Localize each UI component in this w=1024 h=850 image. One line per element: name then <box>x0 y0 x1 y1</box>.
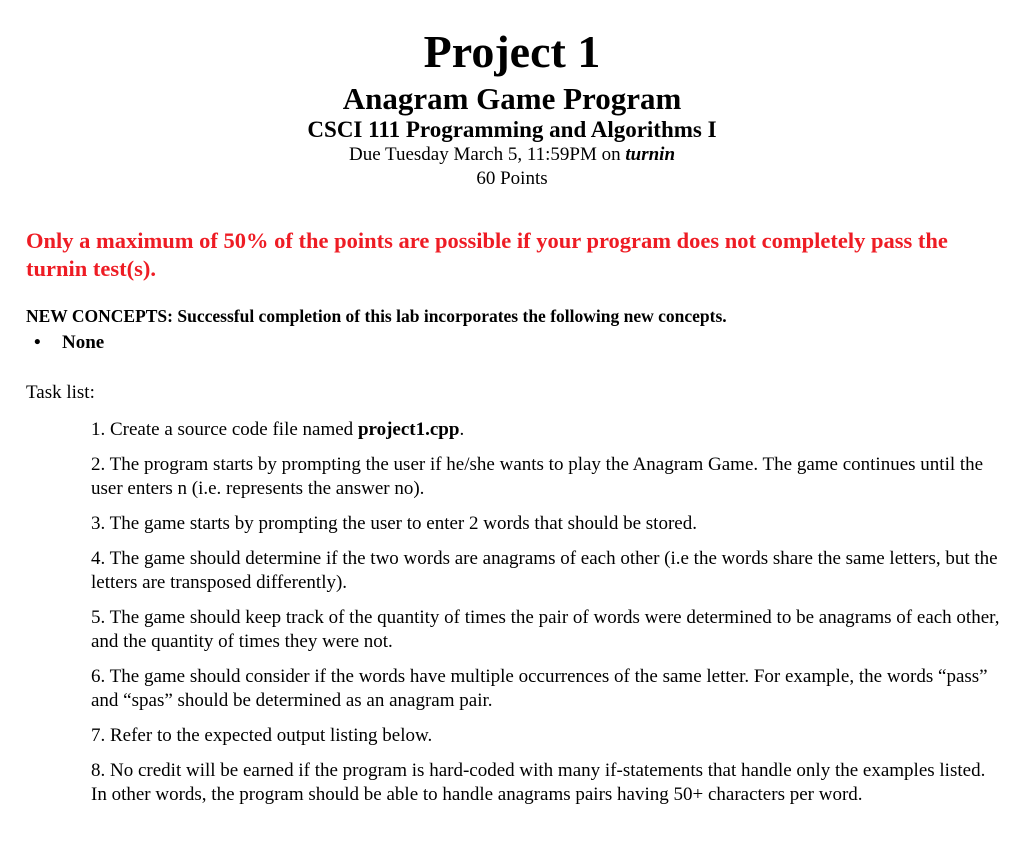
task-text: 4. The game should determine if the two words are anagrams of each other (i.e the words share the same letters, but the letters are transposed differently). <box>91 548 998 593</box>
list-item <box>91 512 1002 536</box>
concept-list <box>0 331 1024 355</box>
course-name: CSCI 111 Programming and Algorithms I <box>307 117 717 142</box>
task-text: 5. The game should keep track of the quantity of times the pair of words were determined to be anagrams of each other, and the quantity of times they were not. <box>91 607 1000 652</box>
list-item <box>91 418 1002 442</box>
due-date <box>0 143 1024 167</box>
task-list-label: Task list: <box>26 382 95 403</box>
project-subtitle: Anagram Game Program <box>342 81 682 116</box>
task-filename: project1.cpp <box>357 419 460 440</box>
list-item <box>91 724 1002 748</box>
list-item <box>91 759 1002 807</box>
bullet-icon: • <box>34 332 41 353</box>
list-item <box>91 453 1002 501</box>
task-text: 7. Refer to the expected output listing below. <box>91 725 433 746</box>
list-item <box>91 547 1002 595</box>
project-title: Project 1 <box>423 26 601 77</box>
document-header <box>0 26 1024 191</box>
task-text: 3. The game starts by prompting the user to enter 2 words that should be stored. <box>91 513 697 534</box>
task-text: 8. No credit will be earned if the program is hard-coded with many if-statements that handle only the examples listed. In other words, the program should be able to handle anagrams pairs having 50+ characters per word. <box>91 760 986 805</box>
points-value: 60 Points <box>476 168 548 189</box>
task-list <box>0 418 1024 807</box>
grading-warning: Only a maximum of 50% of the points are possible if your program does not completely pass the turnin test(s). <box>26 228 948 281</box>
list-item <box>34 331 1024 355</box>
task-text-end: . <box>459 419 465 440</box>
new-concepts-heading: NEW CONCEPTS: Successful completion of this lab incorporates the following new concepts. <box>26 306 727 326</box>
due-date-turnin: turnin <box>625 144 676 165</box>
list-item <box>91 665 1002 713</box>
due-date-text: Due Tuesday March 5, 11:59PM on <box>348 144 626 165</box>
task-text: 1. Create a source code file named <box>91 419 358 440</box>
list-item <box>91 606 1002 654</box>
concept-item-label: None <box>62 332 105 353</box>
task-text: 2. The program starts by prompting the user if he/she wants to play the Anagram Game. The game continues until the user enters n (i.e. represents the answer no). <box>91 454 984 499</box>
task-text: 6. The game should consider if the words have multiple occurrences of the same letter. For example, the words “pass” and “spas” should be determined as an anagram pair. <box>91 666 988 711</box>
